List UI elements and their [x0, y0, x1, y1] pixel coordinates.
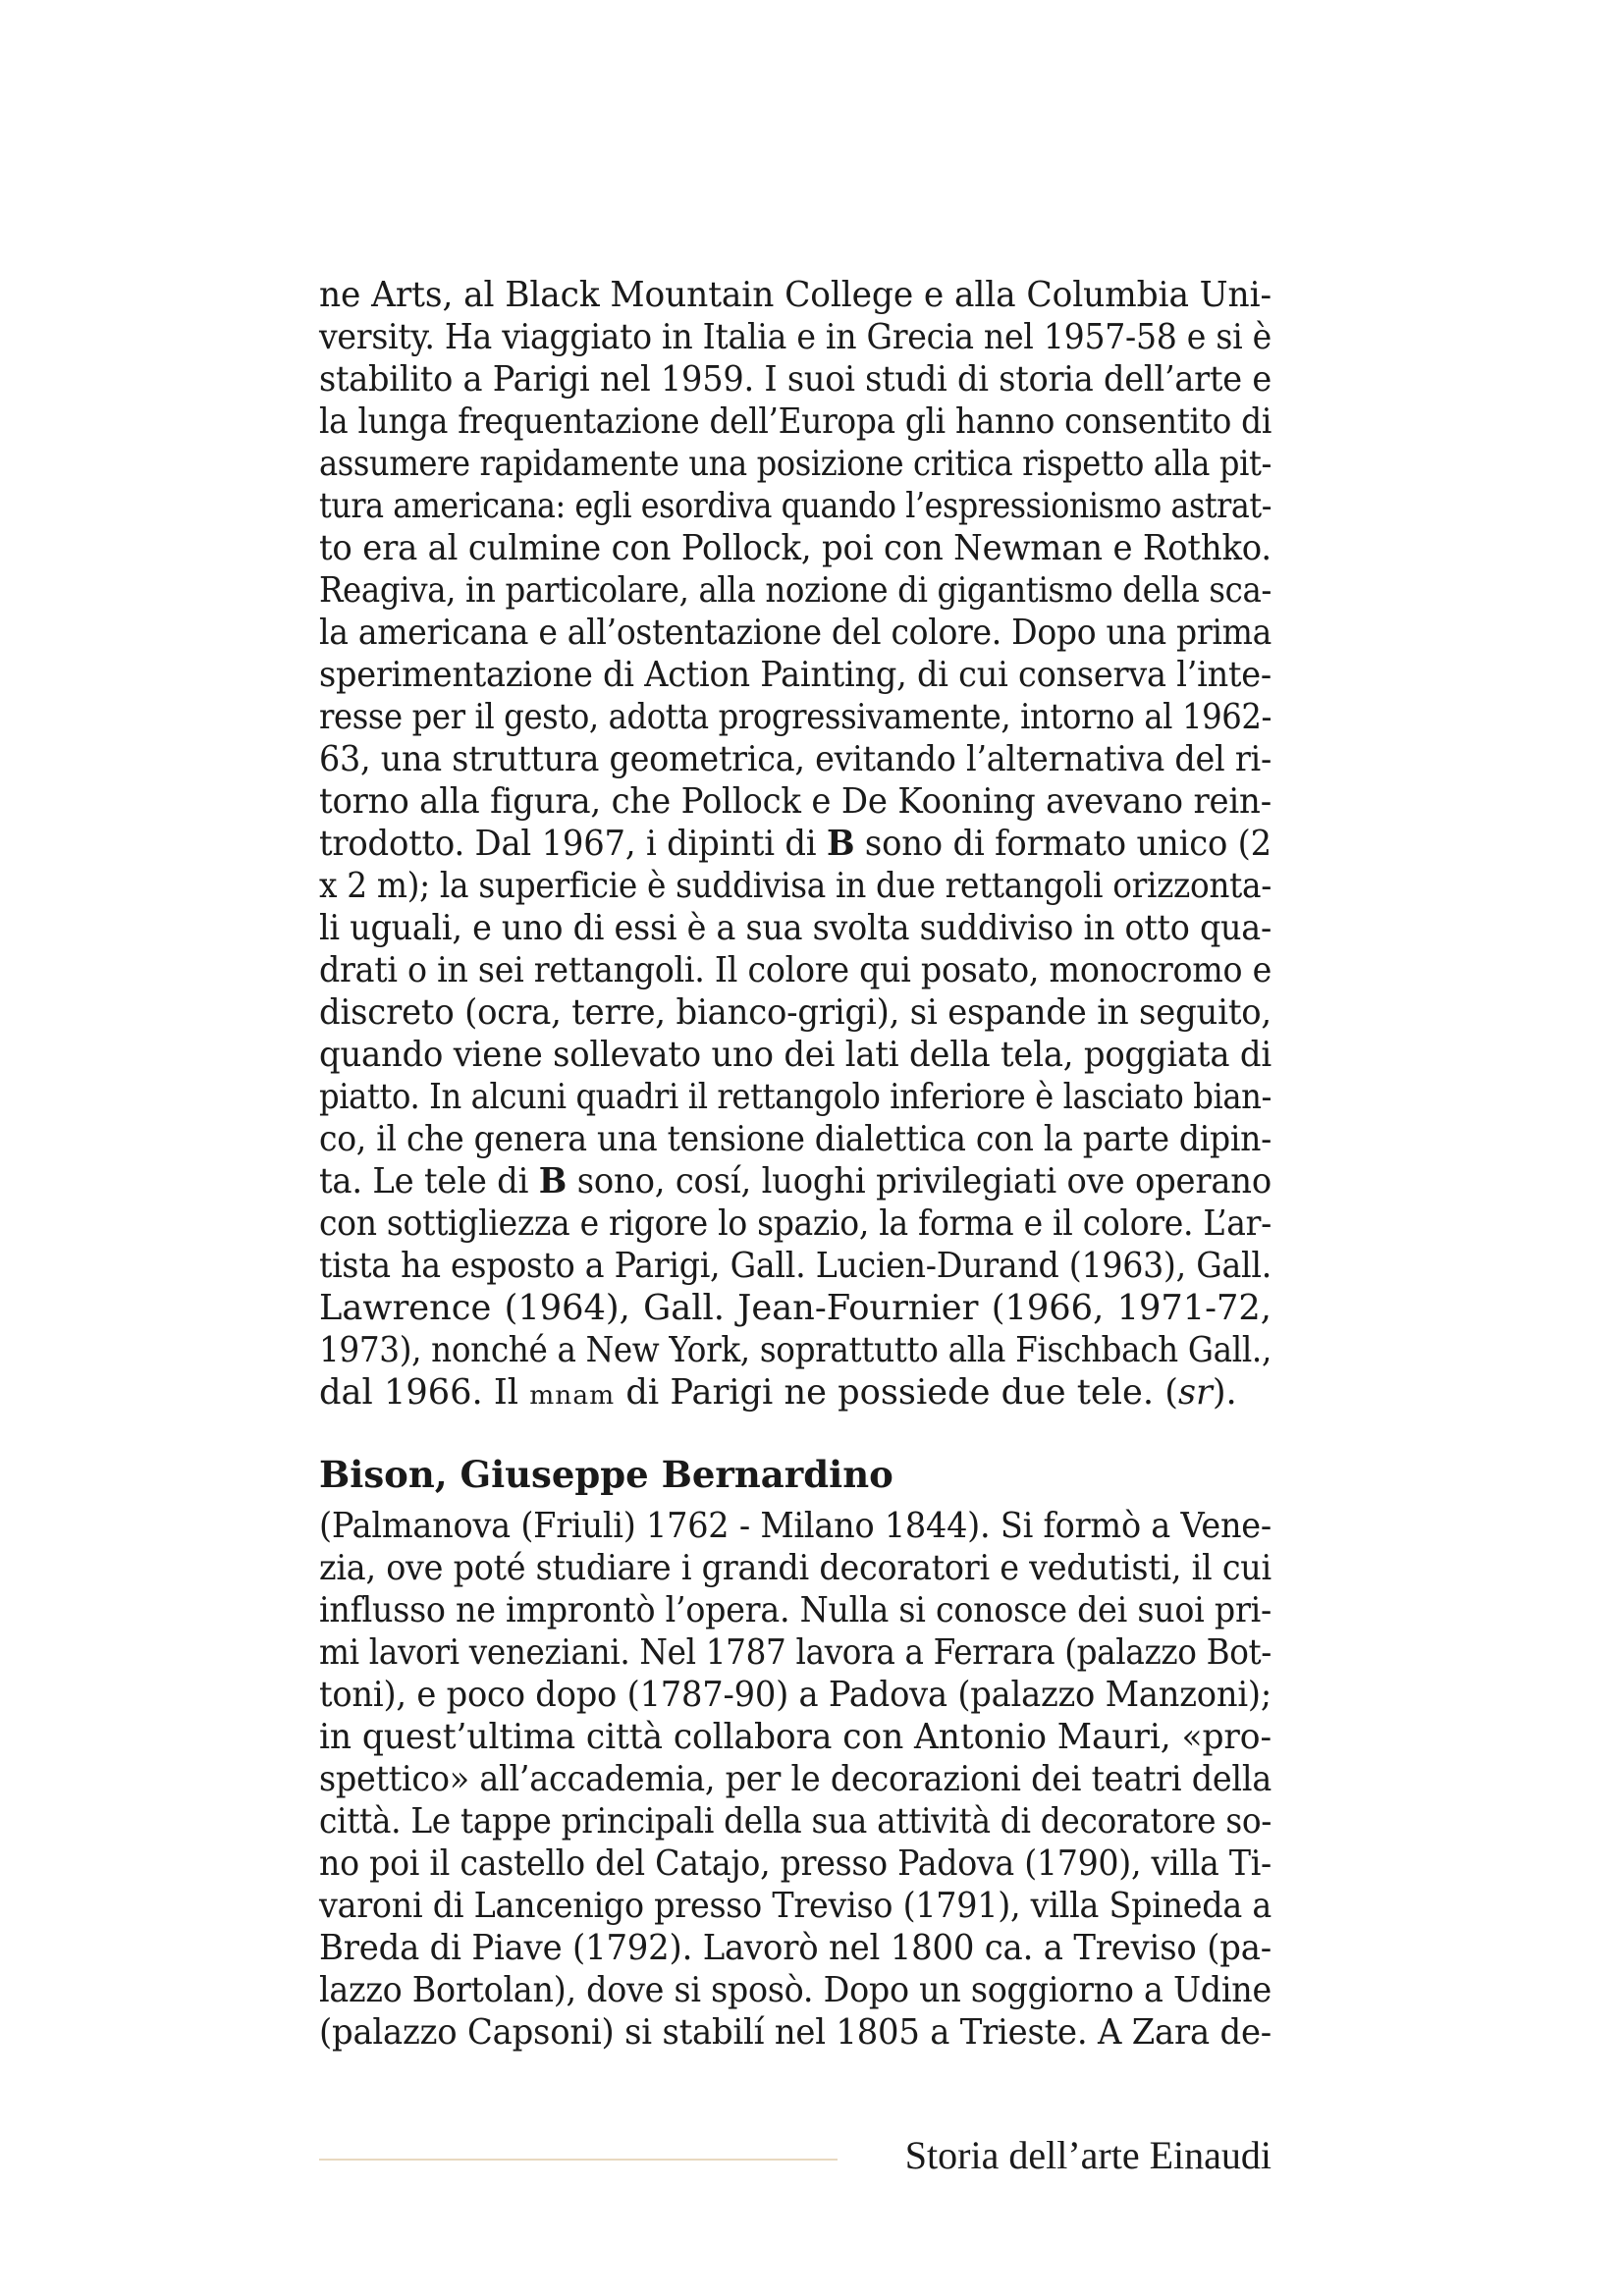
text-line: piatto. In alcuni quadri il rettangolo inferiore è lasciato bian- — [319, 1077, 1271, 1117]
text-line: influsso ne improntò l’opera. Nulla si conosce dei suoi pri- — [319, 1590, 1271, 1630]
text-line: Reagiva, in particolare, alla nozione di gigantismo della sca- — [319, 570, 1271, 611]
author-initials: sr — [1177, 1372, 1213, 1413]
text-line: (palazzo Capsoni) si stabilí nel 1805 a Trieste. A Zara de- — [319, 2012, 1271, 2053]
text-run: ta. Le tele di — [319, 1161, 539, 1201]
text-line: ne Arts, al Black Mountain College e alla Columbia Uni- — [319, 275, 1271, 315]
text-line: discreto (ocra, terre, bianco-grigi), si espande in seguito, — [319, 992, 1271, 1033]
text-line: zia, ove poté studiare i grandi decoratori e vedutisti, il cui — [319, 1548, 1271, 1588]
text-line: toni), e poco dopo (1787-90) a Padova (palazzo Manzoni); — [319, 1675, 1271, 1715]
text-line: co, il che genera una tensione dialettica con la parte dipin- — [319, 1119, 1271, 1159]
footer-rule — [319, 2159, 838, 2161]
text-line: 1973), nonché a New York, soprattutto alla Fischbach Gall., — [319, 1330, 1271, 1370]
entry-bison-paragraph — [319, 1505, 1271, 2054]
text-run: trodotto. Dal 1967, i dipinti di — [319, 824, 827, 864]
text-line: spettico» all’accademia, per le decorazioni dei teatri della — [319, 1759, 1271, 1799]
text-run: sono, cosí, luoghi privilegiati ove operano — [567, 1161, 1271, 1201]
text-line: la americana e all’ostentazione del colore. Dopo una prima — [319, 613, 1271, 653]
text-line: tista ha esposto a Parigi, Gall. Lucien-Durand (1963), Gall. — [319, 1246, 1271, 1286]
text-line — [319, 1371, 1271, 1414]
text-line: (Palmanova (Friuli) 1762 - Milano 1844). Si formò a Vene- — [319, 1506, 1271, 1546]
text-line: torno alla figura, che Pollock e De Kooning avevano rein- — [319, 781, 1271, 822]
text-line: x 2 m); la superficie è suddivisa in due rettangoli orizzonta- — [319, 866, 1271, 906]
text-line: to era al culmine con Pollock, poi con Newman e Rothko. — [319, 528, 1271, 568]
text-line: resse per il gesto, adotta progressivamente, intorno al 1962- — [319, 697, 1271, 737]
text-run: dal 1966. Il — [319, 1372, 530, 1413]
entry-continued-paragraph — [319, 274, 1271, 1414]
text-line: assumere rapidamente una posizione critica rispetto alla pit- — [319, 444, 1271, 484]
text-run: di Parigi ne possiede due tele. ( — [615, 1372, 1178, 1413]
text-line: in quest’ultima città collabora con Antonio Mauri, «pro- — [319, 1717, 1271, 1757]
text-line — [319, 823, 1271, 865]
text-line: tura americana: egli esordiva quando l’espressionismo astrat- — [319, 486, 1271, 526]
artist-initial-bold: B — [538, 1161, 568, 1201]
text-line: 63, una struttura geometrica, evitando l’alternativa del ri- — [319, 739, 1271, 779]
artist-initial-bold: B — [826, 824, 855, 864]
entry-heading: Bison, Giuseppe Bernardino — [319, 1453, 893, 1496]
text-line: città. Le tappe principali della sua attività di decoratore so- — [319, 1801, 1271, 1842]
text-line: la lunga frequentazione dell’Europa gli hanno consentito di — [319, 401, 1271, 442]
text-line: sperimentazione di Action Painting, di cui conserva l’inte- — [319, 655, 1271, 695]
text-line — [319, 1160, 1271, 1202]
footer-label: Storia dell’arte Einaudi — [904, 2133, 1271, 2177]
text-line: varoni di Lancenigo presso Treviso (1791), villa Spineda a — [319, 1886, 1271, 1926]
text-line: stabilito a Parigi nel 1959. I suoi studi di storia dell’arte e — [319, 359, 1271, 400]
text-line: mi lavori veneziani. Nel 1787 lavora a Ferrara (palazzo Bot- — [319, 1632, 1271, 1673]
text-line: con sottigliezza e rigore lo spazio, la forma e il colore. L’ar- — [319, 1203, 1271, 1244]
text-line: Breda di Piave (1792). Lavorò nel 1800 ca. a Treviso (pa- — [319, 1928, 1271, 1968]
museum-abbreviation: mnam — [529, 1380, 616, 1411]
text-line: versity. Ha viaggiato in Italia e in Grecia nel 1957-58 e si è — [319, 317, 1271, 357]
text-line: lazzo Bortolan), dove si sposò. Dopo un soggiorno a Udine — [319, 1970, 1271, 2010]
text-line: quando viene sollevato uno dei lati della tela, poggiata di — [319, 1035, 1271, 1075]
text-line: no poi il castello del Catajo, presso Padova (1790), villa Ti- — [319, 1843, 1271, 1884]
text-run: ). — [1212, 1372, 1237, 1413]
text-line: li uguali, e uno di essi è a sua svolta suddiviso in otto qua- — [319, 908, 1271, 948]
text-line: Lawrence (1964), Gall. Jean-Fournier (1966, 1971-72, — [319, 1288, 1271, 1328]
text-column — [319, 274, 1271, 2054]
text-run: sono di formato unico (2 — [854, 824, 1271, 864]
text-line: drati o in sei rettangoli. Il colore qui posato, monocromo e — [319, 950, 1271, 990]
